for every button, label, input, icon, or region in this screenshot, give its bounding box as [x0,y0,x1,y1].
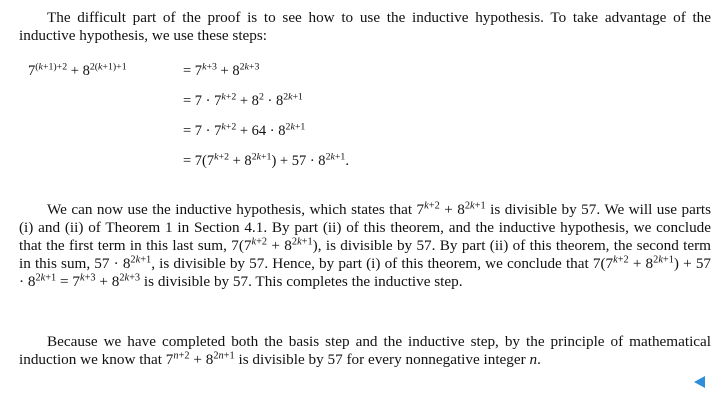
variable-n: n [529,351,538,368]
paragraph-inductive-step: We can now use the inductive hypothesis, which states that $7^{k+2} + 8^{2k+1}$ is divisible by 57. We will use parts (i) and (ii) of Theorem 1 in Section 4.1. By part (ii) of this theorem, and the inductive hypothesis, we conclude that the first term in this last sum, $7(7^{k+2} + 8^{2k+1})$, is divisible by 57. By part (ii) of this theorem, the second term in this sum, $57 \cdot 8^{2k+1}$, is divisible by 57. Hence, by part (i) of this theorem, we conclude that $7(7^{k+2} + 8^{2k+1}) + 57 \cdot 8^{2k+1} = 7^{k+3} + 8^{2k+3}$ is divisible by 57. This completes the inductive step. [19,200,712,290]
p2-text-3: , is divisible by 57. By part (ii) of this theorem, the second term in this sum, [19,237,711,272]
p3-text-1: Because we have completed both the basis step and the inductive step, by the principle of mathematical induction we know that [19,333,711,368]
equation-lhs: $7^{(k+1)+2} + 8^{2(k+1)+1}$ [28,61,127,79]
equation-line-1: = $7^{k+3} + 8^{2k+3}$ [183,61,260,79]
equation-line-2: = $7 \cdot 7^{k+2} + 8^2 \cdot 8^{2k+1}$ [183,91,303,109]
left-triangle-icon [694,376,705,388]
equation-line-3: = $7 \cdot 7^{k+2} + 64 \cdot 8^{2k+1}$ [183,121,306,139]
p3-text-end: . [537,351,541,368]
paragraph-conclusion: Because we have completed both the basis step and the inductive step, by the principle of mathematical induction we know that $7^{n+2} + 8^{2n+1}$ is divisible by 57 for every nonnegative integer n. [19,333,711,368]
paragraph-intro: The difficult part of the proof is to see how to use the inductive hypothesis. To take advantage of the inductive hypothesis, we use these steps: [19,9,711,44]
p3-text-2: is divisible by 57 for every nonnegative integer [238,351,526,368]
p2-text-5: is divisible by 57. This completes the inductive step. [143,273,463,290]
p2-text-4: , is divisible by 57. Hence, by part (i) of this theorem, we conclude that [151,255,589,272]
equation-line-4: = $7(7^{k+2} + 8^{2k+1}) + 57 \cdot 8^{2k+1}$. [183,151,349,169]
p2-text-2: is divisible by 57. We will use parts (i) and (ii) of Theorem 1 in Section 4.1. By part (ii) of this theorem, and the inductive hypothesis, we conclude that the first term in this last sum, [19,201,712,254]
p2-text-1: We can now use the inductive hypothesis, which states that [47,201,413,218]
